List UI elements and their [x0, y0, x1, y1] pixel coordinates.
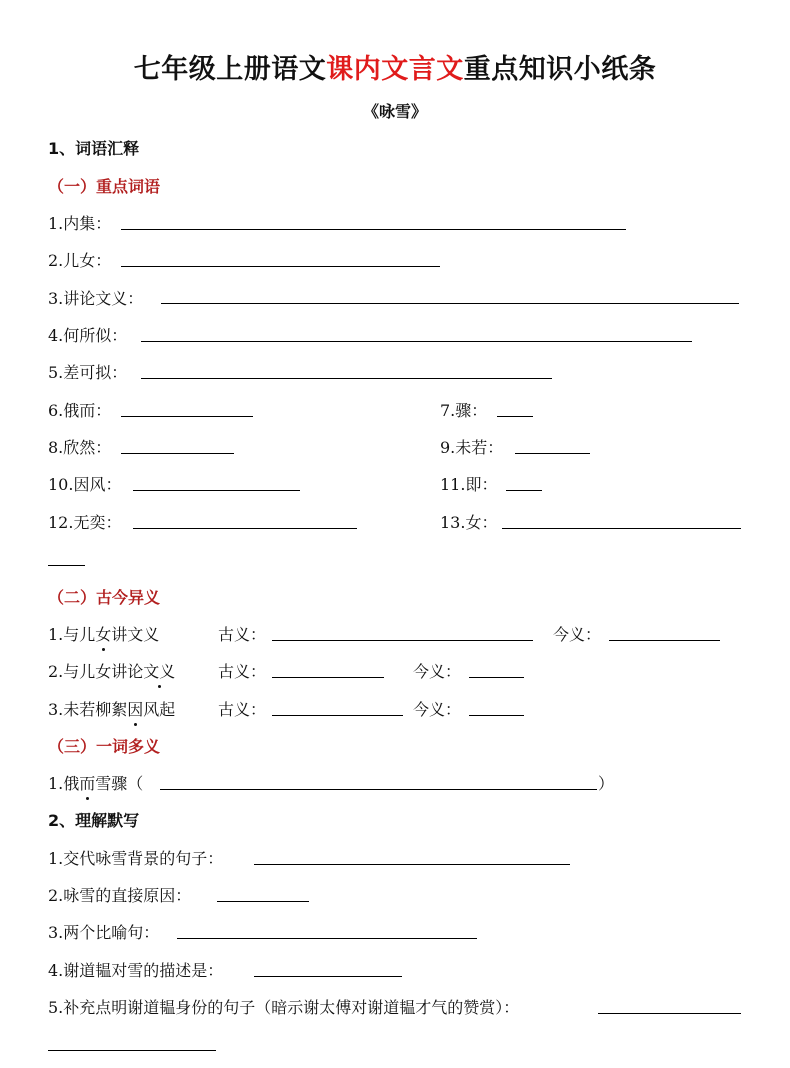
- term-label: 2.儿女：: [48, 251, 112, 270]
- term-label: 9.未若：: [440, 438, 504, 457]
- term-label: 1.内集：: [48, 214, 112, 233]
- answer-blank[interactable]: [254, 864, 570, 865]
- answer-blank-continuation[interactable]: [48, 1050, 216, 1051]
- answer-blank[interactable]: [502, 528, 741, 529]
- answer-blank[interactable]: [254, 976, 402, 977]
- answer-blank[interactable]: [121, 229, 626, 230]
- ancient-meaning-label: 古义：: [218, 662, 267, 681]
- section-1-heading: 1、词语汇释: [48, 139, 140, 158]
- term-label: 8.欣然：: [48, 438, 112, 457]
- question-label: 4.谢道韫对雪的描述是：: [48, 961, 224, 980]
- subsection-ancient-modern-heading: （二）古今异义: [48, 588, 161, 607]
- ancient-meaning-blank[interactable]: [272, 640, 533, 641]
- term-label: 3.讲论文义：: [48, 289, 144, 308]
- answer-blank[interactable]: [141, 378, 552, 379]
- dotted-character: 因: [127, 697, 143, 720]
- title-part-2: 重点知识小纸条: [463, 54, 657, 85]
- question-label: 2.咏雪的直接原因：: [48, 886, 192, 905]
- term-label: 4.何所似：: [48, 326, 128, 345]
- ancient-meaning-label: 古义：: [218, 700, 267, 719]
- ancient-meaning-label: 古义：: [218, 625, 267, 644]
- modern-meaning-blank[interactable]: [469, 677, 524, 678]
- answer-blank[interactable]: [133, 528, 357, 529]
- section-2-heading: 2、理解默写: [48, 811, 140, 830]
- answer-blank[interactable]: [598, 1013, 741, 1014]
- answer-blank[interactable]: [160, 789, 597, 790]
- question-label: 5.补充点明谢道韫身份的句子（暗示谢太傅对谢道韫才气的赞赏）：: [48, 998, 520, 1017]
- modern-meaning-label: 今义：: [413, 700, 462, 719]
- subsection-key-words-heading: （一）重点词语: [48, 177, 161, 196]
- answer-blank[interactable]: [121, 416, 253, 417]
- closing-paren: ）: [598, 774, 615, 793]
- term-label: 7.骤：: [440, 401, 488, 420]
- dotted-character: 女: [95, 622, 111, 645]
- title-highlight: 课内文言文: [326, 54, 464, 85]
- answer-blank[interactable]: [497, 416, 533, 417]
- modern-meaning-label: 今义：: [413, 662, 462, 681]
- modern-meaning-blank[interactable]: [469, 715, 524, 716]
- term-label: 6.俄而：: [48, 401, 112, 420]
- question-label: 1.交代咏雪背景的句子：: [48, 849, 224, 868]
- answer-blank[interactable]: [177, 938, 477, 939]
- modern-meaning-label: 今义：: [553, 625, 602, 644]
- term-label: 12.无奕：: [48, 513, 122, 532]
- phrase-label: 3.未若柳絮因风起: [48, 697, 175, 720]
- term-label: 13.女：: [440, 513, 498, 532]
- answer-blank[interactable]: [121, 453, 234, 454]
- page-title: [0, 47, 790, 86]
- question-label: 3.两个比喻句：: [48, 923, 160, 942]
- term-label: 5.差可拟：: [48, 363, 128, 382]
- page-subtitle: 《咏雪》: [362, 102, 427, 121]
- ancient-meaning-blank[interactable]: [272, 677, 384, 678]
- answer-blank[interactable]: [133, 490, 300, 491]
- term-label: 11.即：: [440, 475, 498, 494]
- subsection-polysemy-heading: （三）一词多义: [48, 737, 161, 756]
- answer-blank[interactable]: [217, 901, 309, 902]
- term-label: 10.因风：: [48, 475, 122, 494]
- title-part-1: 七年级上册语文: [133, 54, 327, 85]
- modern-meaning-blank[interactable]: [609, 640, 720, 641]
- dotted-character: 文义: [143, 659, 175, 682]
- answer-blank[interactable]: [515, 453, 590, 454]
- phrase-label: 1.与儿女讲文义: [48, 622, 159, 645]
- ancient-meaning-blank[interactable]: [272, 715, 403, 716]
- answer-blank[interactable]: [141, 341, 692, 342]
- answer-blank[interactable]: [121, 266, 440, 267]
- polysemy-item: 1.俄而雪骤（: [48, 771, 143, 794]
- dotted-character: 而: [79, 771, 95, 794]
- answer-blank[interactable]: [161, 303, 739, 304]
- phrase-label: 2.与儿女讲论文义: [48, 659, 175, 682]
- answer-blank-continuation[interactable]: [48, 565, 85, 566]
- answer-blank[interactable]: [506, 490, 542, 491]
